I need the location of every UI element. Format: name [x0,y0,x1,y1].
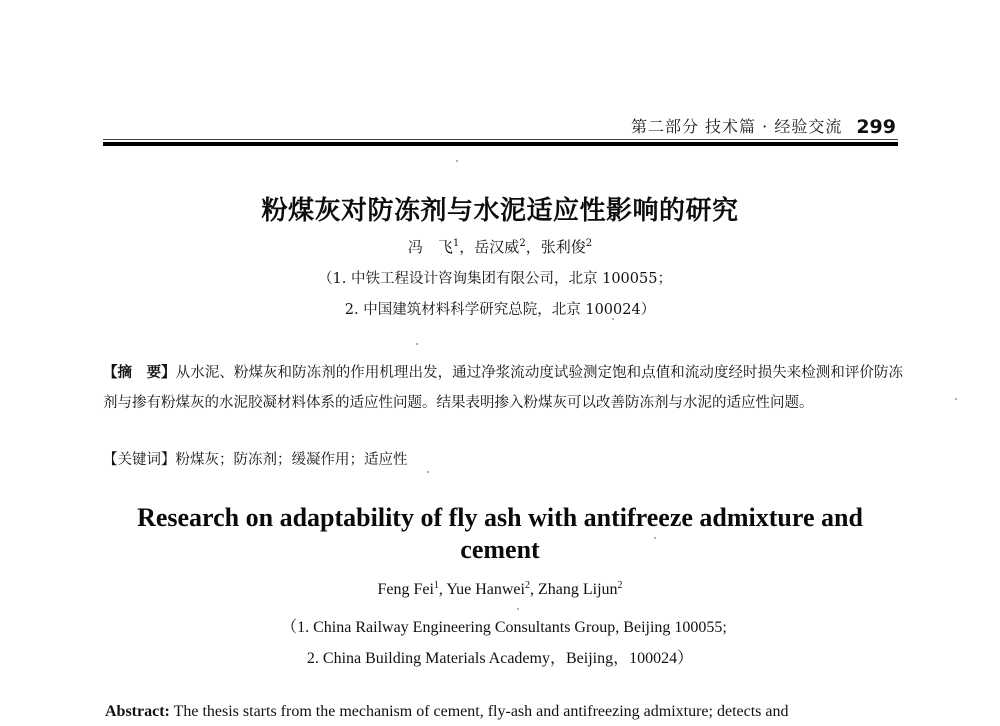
author-separator: ， [459,238,475,256]
english-author-name: Feng Fei [377,581,434,598]
header-rule-thick [103,142,898,146]
english-affiliation-2: 2. China Building Materials Academy，Beijing，100024） [306,650,694,667]
scan-speck [427,471,429,473]
author-affiliation-marker: 2 [524,580,530,591]
author-separator: , [438,581,447,598]
author-affiliation-marker: 2 [519,238,526,249]
author-affiliation-marker: 2 [585,238,593,249]
scan-speck [456,160,458,162]
running-header [631,113,896,137]
chinese-author-name: 张利俊 [540,238,586,256]
english-affiliation-1: （1. China Railway Engineering Consultants Group, Beijing 100055; [281,619,727,636]
author-separator: ， [525,238,541,256]
chinese-affiliation-2: 2. 中国建筑材料科学研究总院，北京 100024） [344,302,656,318]
chinese-authors [0,236,1000,257]
chinese-author-name: 岳汉威 [474,238,520,256]
chinese-keywords-text: 粉煤灰；防冻剂；缓凝作用；适应性 [175,452,408,468]
page-number: 299 [856,116,896,138]
english-abstract-text: The thesis starts from the mechanism of cement, fly-ash and antifreezing admixture; detects and [169,703,789,720]
english-abstract [105,703,905,721]
english-abstract-label: Abstract: [105,703,170,720]
english-title: Research on adaptability of fly ash with antifreeze admixture and cement [137,503,863,564]
scan-speck [612,318,614,320]
chinese-keywords-label: 【关键词】 [103,452,176,468]
english-author-name: Yue Hanwei [446,581,525,598]
chinese-abstract-label: 【摘 要】 [103,364,176,381]
chinese-author-name: 冯 飞 [407,238,453,256]
english-authors [0,581,1000,599]
chinese-affiliation-1: （1. 中铁工程设计咨询集团有限公司，北京 100055； [318,271,672,287]
scan-speck [416,343,418,345]
scan-speck [654,537,656,539]
scan-speck [955,398,957,400]
chinese-abstract-text: 从水泥、粉煤灰和防冻剂的作用机理出发，通过净浆流动度试验测定饱和点值和流动度经时损失来检测和评价防冻剂与掺有粉煤灰的水泥胶凝材料体系的适应性问题。结果表明掺入粉煤灰可以改善防冻剂与水泥的适应性问题。 [103,365,903,411]
chinese-title: 粉煤灰对防冻剂与水泥适应性影响的研究 [261,196,739,226]
chinese-keywords [103,448,408,469]
scan-speck [517,608,519,610]
header-rule-thin [103,139,898,140]
author-affiliation-marker: 2 [617,580,623,591]
running-header-section: 第二部分 技术篇 · 经验交流 [630,117,843,136]
author-separator: , [529,581,538,598]
english-author-name: Zhang Lijun [537,581,618,598]
author-affiliation-marker: 1 [433,580,439,591]
chinese-abstract [103,358,903,418]
author-affiliation-marker: 1 [452,238,460,249]
